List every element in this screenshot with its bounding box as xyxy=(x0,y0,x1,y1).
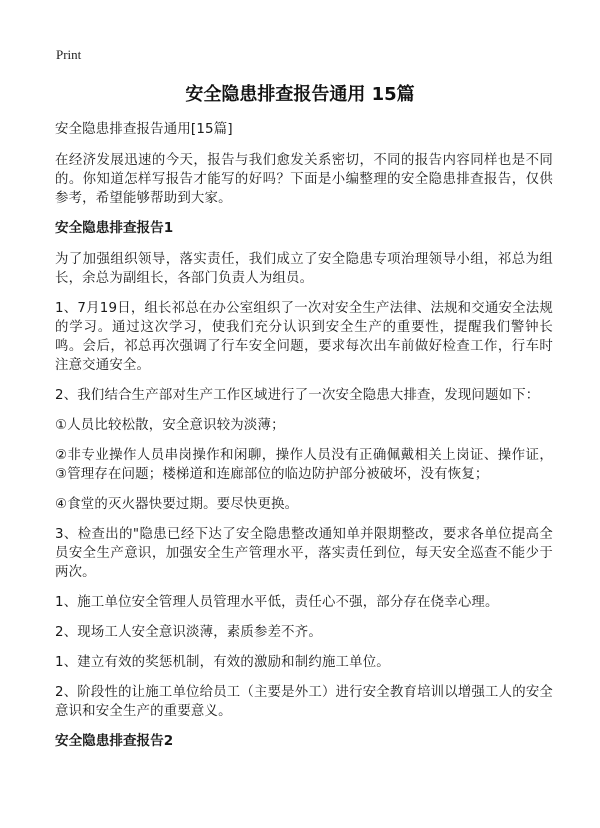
body-paragraph: 2、阶段性的让施工单位给员工（主要是外工）进行安全教育培训以增强工人的安全意识和安全生产的重要意义。 xyxy=(55,685,553,719)
body-paragraph: 1、7月19日，组长祁总在办公室组织了一次对安全生产法律、法规和交通安全法规的学习。通过这次学习，使我们充分认识到安全生产的重要性，提醒我们警钟长鸣。会后，祁总再次强调了行车安全问题，要求每次出车前做好检查工作，行车时注意交通安全。 xyxy=(55,301,553,373)
section-heading-1: 安全隐患排查报告1 xyxy=(55,220,174,236)
body-paragraph: 为了加强组织领导，落实责任，我们成立了安全隐患专项治理领导小组，祁总为组长，余总为副组长，各部门负责人为组员。 xyxy=(55,252,553,286)
body-paragraph: 1、施工单位安全管理人员管理水平低，责任心不强，部分存在侥幸心理。 xyxy=(55,595,499,610)
body-paragraph: ①人员比较松散，安全意识较为淡薄； xyxy=(55,418,285,433)
document-subtitle: 安全隐患排查报告通用[15篇] xyxy=(55,122,233,137)
body-paragraph: 3、检查出的"隐患已经下达了安全隐患整改通知单并限期整改，要求各单位提高全员安全生产意识，加强安全生产管理水平，落实责任到位，每天安全巡查不能少于两次。 xyxy=(55,527,553,580)
print-link[interactable]: Print xyxy=(56,47,82,62)
section-heading-2: 安全隐患排查报告2 xyxy=(55,733,174,749)
page-title: 安全隐患排查报告通用 15篇 xyxy=(185,84,415,105)
body-paragraph: 2、现场工人安全意识淡薄，素质参差不齐。 xyxy=(55,625,322,640)
document-body xyxy=(55,120,553,763)
body-paragraph: ④食堂的灭火器快要过期。要尽快更换。 xyxy=(55,497,299,512)
body-paragraph: 2、我们结合生产部对生产工作区域进行了一次安全隐患大排查，发现问题如下： xyxy=(55,388,540,403)
body-paragraph: ②非专业操作人员串岗操作和闲聊，操作人员没有正确佩戴相关上岗证、操作证，③管理存在问题；楼梯道和连廊部位的临边防护部分被破坏，没有恢复； xyxy=(55,448,553,482)
body-paragraph: 1、建立有效的奖惩机制，有效的激励和制约施工单位。 xyxy=(55,655,390,670)
intro-paragraph: 在经济发展迅速的今天，报告与我们愈发关系密切，不同的报告内容同样也是不同的。你知道怎样写报告才能写的好吗？下面是小编整理的安全隐患排查报告，仅供参考，希望能够帮助到大家。 xyxy=(55,153,553,206)
